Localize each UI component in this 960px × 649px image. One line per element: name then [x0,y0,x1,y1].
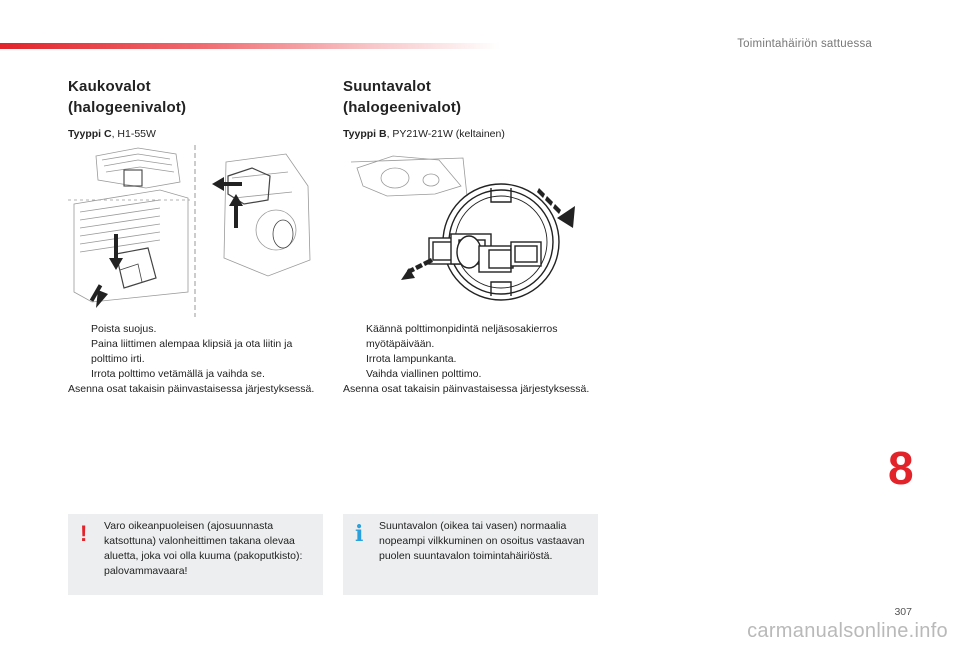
list-item: Paina liittimen alempaa klipsiä ja ota liitin ja polttimo irti. [91,338,293,365]
list-item: Poista suojus. [91,323,157,335]
section-header: Toimintahäiriön sattuessa [737,38,872,50]
list-item: Käännä polttimonpidintä neljäsosakierros myötäpäivään. [366,323,558,350]
list-item: Vaihda viallinen polttimo. [366,368,482,380]
warning-text: Varo oikeanpuoleisen (ajosuunnasta katsottuna) valonheittimen takana olevaa aluetta, joka voi olla kuuma (pakoputkisto): palovammavaara! [104,520,303,577]
watermark: carmanualsonline.info [747,620,948,642]
warning-box [68,514,323,595]
page-number: 307 [894,606,912,618]
high-beam-title: Kaukovalot (halogeenivalot) [68,78,187,116]
reassembly-note: Asenna osat takaisin päinvastaisessa järjestyksessä. [68,383,315,395]
accent-bar [0,43,500,49]
info-text: Suuntavalon (oikea tai vasen) normaalia nopeampi vilkkuminen on osoitus vastaavan puolen suuntavalon toimintahäiriöstä. [379,520,585,562]
list-item: Irrota polttimo vetämällä ja vaihda se. [91,368,265,380]
warning-icon: ! [80,521,88,546]
indicator-illustration [343,142,598,317]
indicator-type: Tyyppi B, PY21W-21W (keltainen) [343,128,505,140]
indicator-steps [343,322,605,397]
high-beam-section [68,76,328,140]
info-box [343,514,598,595]
indicator-section [343,76,603,140]
high-beam-illustration [68,142,323,317]
high-beam-type: Tyyppi C, H1-55W [68,128,156,140]
reassembly-note: Asenna osat takaisin päinvastaisessa järjestyksessä. [343,383,590,395]
indicator-title: Suuntavalot (halogeenivalot) [343,78,462,116]
list-item: Irrota lampunkanta. [366,353,457,365]
high-beam-steps [68,322,330,397]
info-icon: i [355,521,364,547]
chapter-number: 8 [888,442,914,494]
